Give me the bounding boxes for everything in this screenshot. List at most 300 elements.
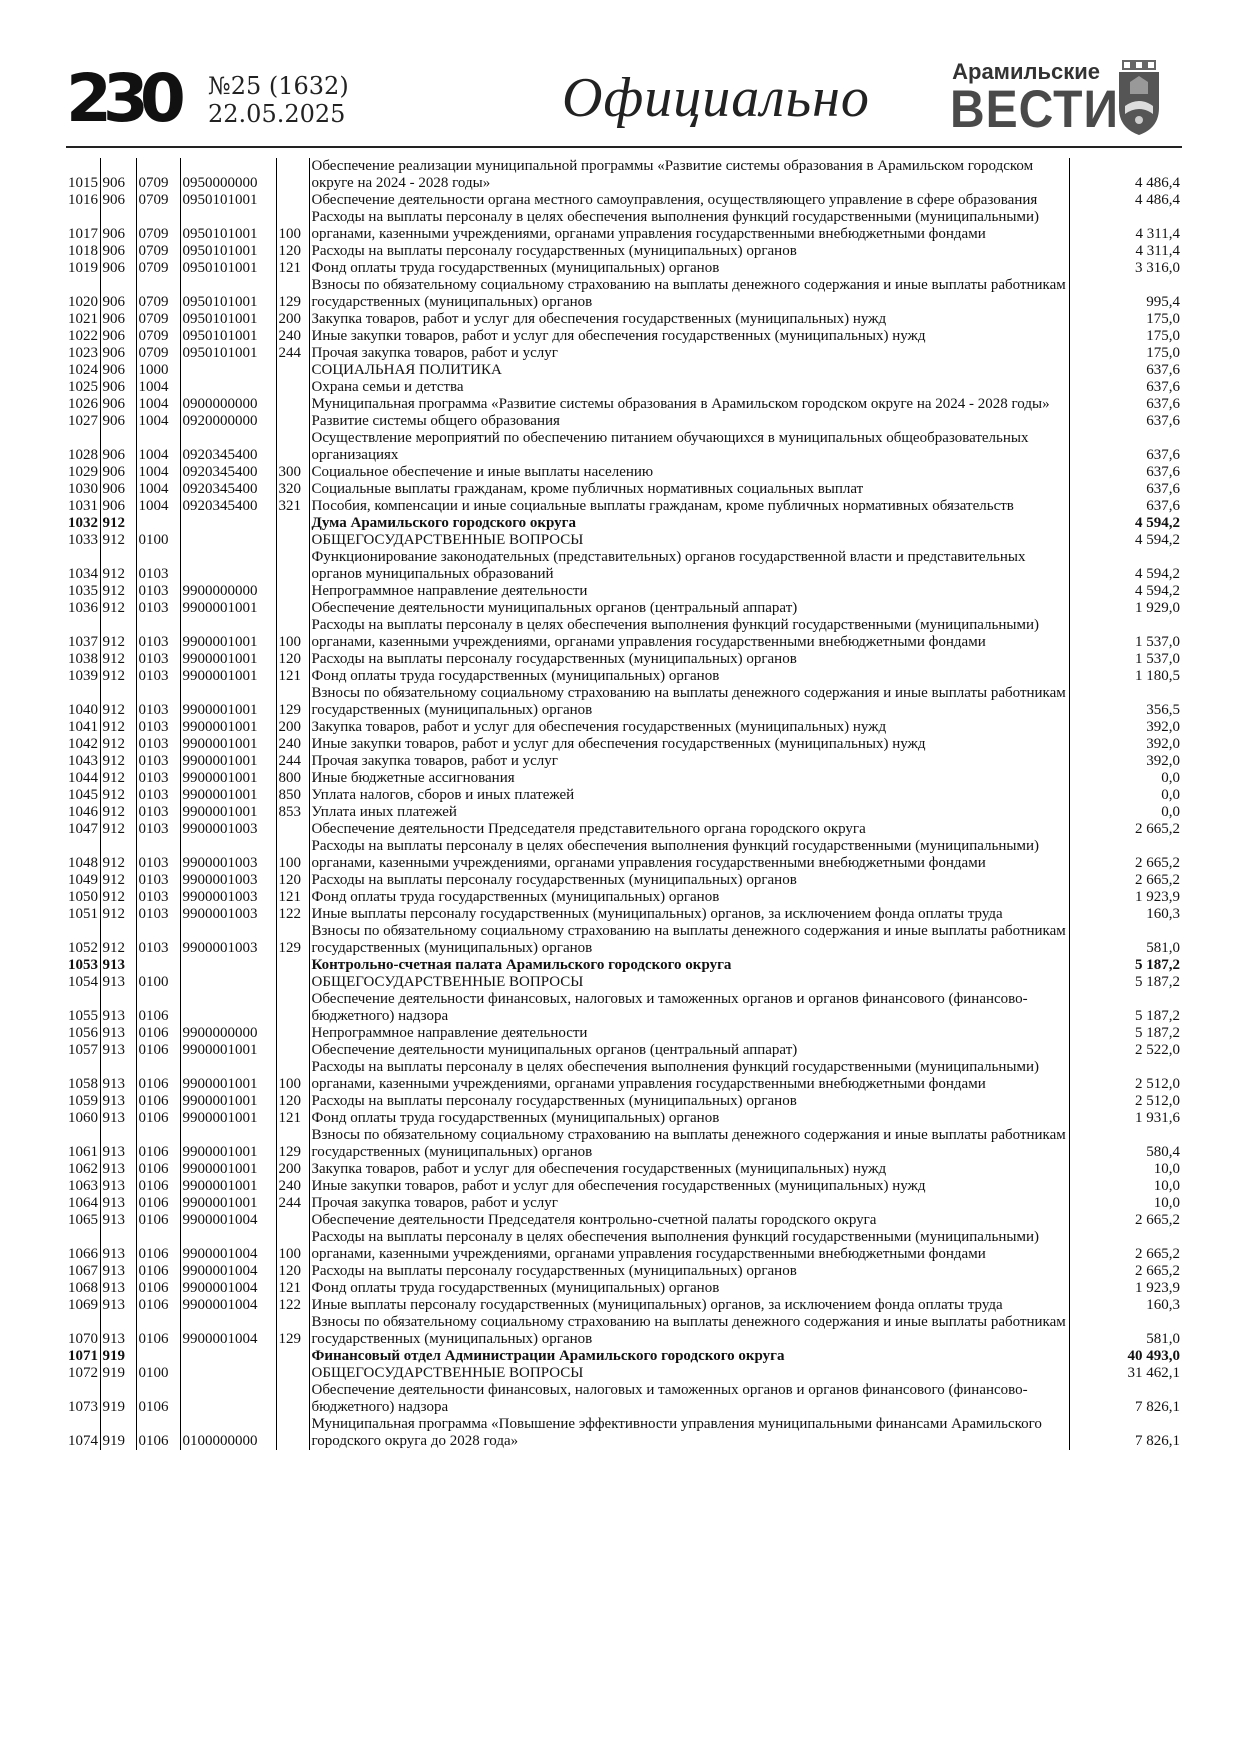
- row-number: 1067: [68, 1263, 98, 1279]
- target-code: 9900001003: [180, 838, 276, 872]
- expense-type-code: [276, 821, 309, 838]
- issue-date: 22.05.2025: [208, 100, 346, 128]
- target-code: 9900001004: [180, 1297, 276, 1314]
- grbs-code: 912: [100, 600, 136, 617]
- item-name: Иные закупки товаров, работ и услуг для обеспечения государственных (муниципальных) нужд: [309, 1178, 1069, 1195]
- target-code: 0950101001: [180, 328, 276, 345]
- grbs-code: 913: [100, 1127, 136, 1161]
- expense-type-code: [276, 396, 309, 413]
- amount: 4 486,4: [1069, 158, 1182, 192]
- row-number: 1025: [68, 379, 98, 395]
- table-row: [66, 974, 1182, 991]
- item-name: Охрана семьи и детства: [309, 379, 1069, 396]
- section-code: 0103: [136, 804, 180, 821]
- row-number: 1017: [68, 226, 98, 242]
- amount: 4 594,2: [1069, 532, 1182, 549]
- table-row: [66, 430, 1182, 464]
- target-code: 9900001004: [180, 1229, 276, 1263]
- target-code: 9900001001: [180, 787, 276, 804]
- expense-type-code: [276, 600, 309, 617]
- expense-type-code: [276, 158, 309, 192]
- item-name: Взносы по обязательному социальному страхованию на выплаты денежного содержания и иные выплаты работникам государственных (муниципальных) органов: [309, 923, 1069, 957]
- expense-type-code: 320: [276, 481, 309, 498]
- target-code: 9900001004: [180, 1212, 276, 1229]
- row-number: 1030: [68, 481, 98, 497]
- grbs-code: 912: [100, 617, 136, 651]
- target-code: 9900001001: [180, 804, 276, 821]
- grbs-code: 913: [100, 1229, 136, 1263]
- grbs-code: 906: [100, 192, 136, 209]
- target-code: 9900001001: [180, 736, 276, 753]
- grbs-code: 919: [100, 1416, 136, 1450]
- target-code: 9900001001: [180, 1178, 276, 1195]
- row-number: 1057: [68, 1042, 98, 1058]
- amount: 637,6: [1069, 481, 1182, 498]
- grbs-code: 919: [100, 1348, 136, 1365]
- grbs-code: 912: [100, 515, 136, 532]
- item-name: Обеспечение деятельности муниципальных органов (центральный аппарат): [309, 600, 1069, 617]
- amount: 1 923,9: [1069, 889, 1182, 906]
- section-code: 1004: [136, 464, 180, 481]
- row-number: 1019: [68, 260, 98, 276]
- target-code: 9900001001: [180, 668, 276, 685]
- amount: 637,6: [1069, 464, 1182, 481]
- table-row: [66, 362, 1182, 379]
- expense-type-code: 129: [276, 277, 309, 311]
- target-code: 9900001001: [180, 1093, 276, 1110]
- row-number: 1054: [68, 974, 98, 990]
- item-name: Обеспечение деятельности Председателя представительного органа городского округа: [309, 821, 1069, 838]
- amount: 392,0: [1069, 719, 1182, 736]
- table-row: [66, 1212, 1182, 1229]
- expense-type-code: [276, 1025, 309, 1042]
- table-row: [66, 192, 1182, 209]
- grbs-code: 912: [100, 889, 136, 906]
- table-row: [66, 549, 1182, 583]
- section-code: 0103: [136, 617, 180, 651]
- target-code: 9900001001: [180, 617, 276, 651]
- row-number: 1026: [68, 396, 98, 412]
- expense-type-code: [276, 515, 309, 532]
- grbs-code: 906: [100, 311, 136, 328]
- table-row: [66, 498, 1182, 515]
- row-number: 1055: [68, 1008, 98, 1024]
- target-code: 9900001004: [180, 1263, 276, 1280]
- expense-type-code: 100: [276, 1229, 309, 1263]
- target-code: 9900001004: [180, 1280, 276, 1297]
- amount: 160,3: [1069, 906, 1182, 923]
- target-code: 9900001001: [180, 1042, 276, 1059]
- section-code: 0709: [136, 345, 180, 362]
- amount: 1 923,9: [1069, 1280, 1182, 1297]
- table-row: [66, 906, 1182, 923]
- grbs-code: 906: [100, 379, 136, 396]
- expense-type-code: [276, 1212, 309, 1229]
- item-name: Расходы на выплаты персоналу государственных (муниципальных) органов: [309, 651, 1069, 668]
- expense-type-code: 120: [276, 872, 309, 889]
- grbs-code: 906: [100, 396, 136, 413]
- amount: 40 493,0: [1069, 1348, 1182, 1365]
- grbs-code: 912: [100, 923, 136, 957]
- item-name: Расходы на выплаты персоналу в целях обеспечения выполнения функций государственными (муниципальными) органами, казенными учреждениями, органами управления государственными внебюджетными фондами: [309, 209, 1069, 243]
- amount: 392,0: [1069, 753, 1182, 770]
- amount: 2 522,0: [1069, 1042, 1182, 1059]
- row-number: 1047: [68, 821, 98, 837]
- expense-type-code: 800: [276, 770, 309, 787]
- item-name: Прочая закупка товаров, работ и услуг: [309, 345, 1069, 362]
- target-code: [180, 549, 276, 583]
- grbs-code: 913: [100, 1297, 136, 1314]
- item-name: Осуществление мероприятий по обеспечению питанием обучающихся в муниципальных общеобразовательных организациях: [309, 430, 1069, 464]
- item-name: Прочая закупка товаров, работ и услуг: [309, 1195, 1069, 1212]
- table-row: [66, 515, 1182, 532]
- section-code: 0106: [136, 1110, 180, 1127]
- row-number: 1016: [68, 192, 98, 208]
- row-number: 1045: [68, 787, 98, 803]
- amount: 392,0: [1069, 736, 1182, 753]
- item-name: Иные бюджетные ассигнования: [309, 770, 1069, 787]
- grbs-code: 912: [100, 736, 136, 753]
- row-number: 1059: [68, 1093, 98, 1109]
- section-code: 0103: [136, 668, 180, 685]
- section-code: [136, 957, 180, 974]
- amount: 1 931,6: [1069, 1110, 1182, 1127]
- expense-type-code: 200: [276, 719, 309, 736]
- grbs-code: 913: [100, 1042, 136, 1059]
- amount: 637,6: [1069, 430, 1182, 464]
- row-number: 1023: [68, 345, 98, 361]
- target-code: 0900000000: [180, 396, 276, 413]
- row-number: 1028: [68, 447, 98, 463]
- target-code: [180, 532, 276, 549]
- section-code: 0106: [136, 1059, 180, 1093]
- table-row: [66, 532, 1182, 549]
- target-code: 9900000000: [180, 583, 276, 600]
- section-code: 0103: [136, 923, 180, 957]
- amount: 0,0: [1069, 770, 1182, 787]
- amount: 1 180,5: [1069, 668, 1182, 685]
- expense-type-code: 122: [276, 906, 309, 923]
- row-number: 1034: [68, 566, 98, 582]
- amount: 175,0: [1069, 311, 1182, 328]
- table-row: [66, 583, 1182, 600]
- target-code: 9900001001: [180, 770, 276, 787]
- expense-type-code: 121: [276, 889, 309, 906]
- grbs-code: 919: [100, 1365, 136, 1382]
- item-name: Закупка товаров, работ и услуг для обеспечения государственных (муниципальных) нужд: [309, 311, 1069, 328]
- section-code: 0103: [136, 685, 180, 719]
- row-number: 1043: [68, 753, 98, 769]
- amount: 4 311,4: [1069, 243, 1182, 260]
- grbs-code: 912: [100, 549, 136, 583]
- item-name: Финансовый отдел Администрации Арамильского городского округа: [309, 1348, 1069, 1365]
- target-code: [180, 1365, 276, 1382]
- table-row: [66, 753, 1182, 770]
- table-row: [66, 1416, 1182, 1450]
- section-code: 0103: [136, 838, 180, 872]
- amount: 995,4: [1069, 277, 1182, 311]
- logo-main-text: ВЕСТИ: [950, 80, 1119, 139]
- amount: 581,0: [1069, 1314, 1182, 1348]
- grbs-code: 913: [100, 1093, 136, 1110]
- section-code: 0103: [136, 549, 180, 583]
- expense-type-code: 122: [276, 1297, 309, 1314]
- grbs-code: 906: [100, 328, 136, 345]
- section-code: 0103: [136, 600, 180, 617]
- amount: 2 512,0: [1069, 1093, 1182, 1110]
- grbs-code: 912: [100, 804, 136, 821]
- target-code: 9900001001: [180, 1195, 276, 1212]
- row-number: 1056: [68, 1025, 98, 1041]
- row-number: 1070: [68, 1331, 98, 1347]
- item-name: Иные выплаты персоналу государственных (муниципальных) органов, за исключением фонда оплаты труда: [309, 1297, 1069, 1314]
- section-title: Официально: [562, 67, 870, 129]
- section-code: 0103: [136, 787, 180, 804]
- issue-info: [208, 72, 349, 128]
- amount: 580,4: [1069, 1127, 1182, 1161]
- section-code: 0103: [136, 719, 180, 736]
- target-code: 9900001001: [180, 600, 276, 617]
- expense-type-code: 121: [276, 1110, 309, 1127]
- target-code: 0920345400: [180, 430, 276, 464]
- section-code: 0709: [136, 192, 180, 209]
- target-code: 9900001001: [180, 719, 276, 736]
- amount: 3 316,0: [1069, 260, 1182, 277]
- section-code: 1004: [136, 430, 180, 464]
- item-name: Уплата иных платежей: [309, 804, 1069, 821]
- target-code: 0920345400: [180, 498, 276, 515]
- item-name: Обеспечение деятельности муниципальных органов (центральный аппарат): [309, 1042, 1069, 1059]
- table-row: [66, 481, 1182, 498]
- amount: 637,6: [1069, 362, 1182, 379]
- item-name: Обеспечение деятельности финансовых, налоговых и таможенных органов и органов финансового (финансово-бюджетного) надзора: [309, 1382, 1069, 1416]
- grbs-code: 906: [100, 345, 136, 362]
- table-row: [66, 158, 1182, 192]
- section-code: 0103: [136, 906, 180, 923]
- table-row: [66, 1127, 1182, 1161]
- grbs-code: 912: [100, 719, 136, 736]
- grbs-code: 913: [100, 1263, 136, 1280]
- expense-type-code: 120: [276, 243, 309, 260]
- expense-type-code: 853: [276, 804, 309, 821]
- expense-type-code: 120: [276, 1263, 309, 1280]
- table-row: [66, 1297, 1182, 1314]
- amount: 1 537,0: [1069, 651, 1182, 668]
- grbs-code: 906: [100, 430, 136, 464]
- grbs-code: 913: [100, 1025, 136, 1042]
- grbs-code: 913: [100, 974, 136, 991]
- item-name: Обеспечение деятельности Председателя контрольно-счетной палаты городского округа: [309, 1212, 1069, 1229]
- row-number: 1050: [68, 889, 98, 905]
- row-number: 1032: [68, 515, 98, 531]
- expense-type-code: [276, 1416, 309, 1450]
- section-code: 0106: [136, 1382, 180, 1416]
- row-number: 1074: [68, 1433, 98, 1449]
- amount: 160,3: [1069, 1297, 1182, 1314]
- target-code: 0920345400: [180, 464, 276, 481]
- expense-type-code: [276, 583, 309, 600]
- table-row: [66, 260, 1182, 277]
- amount: 356,5: [1069, 685, 1182, 719]
- target-code: 9900001004: [180, 1314, 276, 1348]
- item-name: Закупка товаров, работ и услуг для обеспечения государственных (муниципальных) нужд: [309, 1161, 1069, 1178]
- table-row: [66, 311, 1182, 328]
- expense-type-code: 244: [276, 753, 309, 770]
- item-name: Расходы на выплаты персоналу государственных (муниципальных) органов: [309, 243, 1069, 260]
- table-row: [66, 345, 1182, 362]
- row-number: 1041: [68, 719, 98, 735]
- row-number: 1042: [68, 736, 98, 752]
- expense-type-code: 300: [276, 464, 309, 481]
- table-row: [66, 957, 1182, 974]
- target-code: 9900001001: [180, 753, 276, 770]
- row-number: 1063: [68, 1178, 98, 1194]
- table-row: [66, 668, 1182, 685]
- expense-type-code: [276, 532, 309, 549]
- expense-type-code: 200: [276, 311, 309, 328]
- item-name: ОБЩЕГОСУДАРСТВЕННЫЕ ВОПРОСЫ: [309, 974, 1069, 991]
- table-row: [66, 1025, 1182, 1042]
- item-name: Фонд оплаты труда государственных (муниципальных) органов: [309, 1280, 1069, 1297]
- section-code: 1004: [136, 379, 180, 396]
- expense-type-code: 850: [276, 787, 309, 804]
- item-name: Обеспечение реализации муниципальной программы «Развитие системы образования в Арамильском городском округе на 2024 - 2028 годы»: [309, 158, 1069, 192]
- table-row: [66, 685, 1182, 719]
- item-name: Иные закупки товаров, работ и услуг для обеспечения государственных (муниципальных) нужд: [309, 736, 1069, 753]
- grbs-code: 913: [100, 1212, 136, 1229]
- target-code: 9900001001: [180, 1110, 276, 1127]
- expense-type-code: 129: [276, 1314, 309, 1348]
- target-code: [180, 379, 276, 396]
- target-code: 0950101001: [180, 260, 276, 277]
- expense-type-code: [276, 1348, 309, 1365]
- table-row: [66, 1382, 1182, 1416]
- table-row: [66, 617, 1182, 651]
- table-row: [66, 1110, 1182, 1127]
- target-code: 0920000000: [180, 413, 276, 430]
- item-name: Уплата налогов, сборов и иных платежей: [309, 787, 1069, 804]
- section-code: 1004: [136, 498, 180, 515]
- target-code: 9900001001: [180, 1127, 276, 1161]
- item-name: Закупка товаров, работ и услуг для обеспечения государственных (муниципальных) нужд: [309, 719, 1069, 736]
- amount: 5 187,2: [1069, 991, 1182, 1025]
- expense-type-code: 100: [276, 838, 309, 872]
- section-code: 0106: [136, 1195, 180, 1212]
- expense-type-code: 121: [276, 1280, 309, 1297]
- row-number: 1048: [68, 855, 98, 871]
- section-code: 0103: [136, 821, 180, 838]
- table-row: [66, 1059, 1182, 1093]
- grbs-code: 919: [100, 1382, 136, 1416]
- expense-type-code: 100: [276, 209, 309, 243]
- grbs-code: 912: [100, 532, 136, 549]
- row-number: 1053: [68, 957, 98, 973]
- section-code: 0106: [136, 1297, 180, 1314]
- expense-type-code: 120: [276, 651, 309, 668]
- target-code: 0100000000: [180, 1416, 276, 1450]
- amount: 7 826,1: [1069, 1382, 1182, 1416]
- table-row: [66, 379, 1182, 396]
- section-code: 0106: [136, 1314, 180, 1348]
- table-row: [66, 1195, 1182, 1212]
- item-name: ОБЩЕГОСУДАРСТВЕННЫЕ ВОПРОСЫ: [309, 532, 1069, 549]
- target-code: [180, 515, 276, 532]
- row-number: 1039: [68, 668, 98, 684]
- expense-type-code: 321: [276, 498, 309, 515]
- grbs-code: 913: [100, 1178, 136, 1195]
- item-name: Расходы на выплаты персоналу в целях обеспечения выполнения функций государственными (муниципальными) органами, казенными учреждениями, органами управления государственными внебюджетными фондами: [309, 1229, 1069, 1263]
- amount: 175,0: [1069, 345, 1182, 362]
- page-number: 230: [66, 60, 177, 137]
- amount: 637,6: [1069, 498, 1182, 515]
- amount: 7 826,1: [1069, 1416, 1182, 1450]
- table-row: [66, 923, 1182, 957]
- grbs-code: 912: [100, 685, 136, 719]
- row-number: 1035: [68, 583, 98, 599]
- amount: 2 665,2: [1069, 1229, 1182, 1263]
- item-name: Расходы на выплаты персоналу в целях обеспечения выполнения функций государственными (муниципальными) органами, казенными учреждениями, органами управления государственными внебюджетными фондами: [309, 617, 1069, 651]
- section-code: 0106: [136, 1178, 180, 1195]
- item-name: Расходы на выплаты персоналу государственных (муниципальных) органов: [309, 1263, 1069, 1280]
- table-row: [66, 991, 1182, 1025]
- amount: 10,0: [1069, 1195, 1182, 1212]
- expense-type-code: 129: [276, 685, 309, 719]
- coat-of-arms-icon: [1116, 60, 1162, 136]
- section-code: 0106: [136, 1229, 180, 1263]
- section-code: [136, 1348, 180, 1365]
- grbs-code: 913: [100, 1280, 136, 1297]
- grbs-code: 913: [100, 1314, 136, 1348]
- expense-type-code: [276, 1382, 309, 1416]
- target-code: 0950000000: [180, 158, 276, 192]
- expense-type-code: 240: [276, 736, 309, 753]
- expense-type-code: 244: [276, 1195, 309, 1212]
- row-number: 1027: [68, 413, 98, 429]
- grbs-code: 912: [100, 753, 136, 770]
- item-name: Фонд оплаты труда государственных (муниципальных) органов: [309, 1110, 1069, 1127]
- table-row: [66, 651, 1182, 668]
- section-code: 0103: [136, 872, 180, 889]
- expense-type-code: 240: [276, 328, 309, 345]
- section-code: 0709: [136, 328, 180, 345]
- expense-type-code: 121: [276, 668, 309, 685]
- expense-type-code: [276, 362, 309, 379]
- grbs-code: 906: [100, 362, 136, 379]
- grbs-code: 913: [100, 1059, 136, 1093]
- section-code: 0106: [136, 991, 180, 1025]
- header-rule: [66, 146, 1182, 148]
- table-row: [66, 1280, 1182, 1297]
- item-name: Расходы на выплаты персоналу в целях обеспечения выполнения функций государственными (муниципальными) органами, казенными учреждениями, органами управления государственными внебюджетными фондами: [309, 838, 1069, 872]
- grbs-code: 913: [100, 957, 136, 974]
- table-row: [66, 396, 1182, 413]
- amount: 2 665,2: [1069, 1263, 1182, 1280]
- section-code: 1004: [136, 396, 180, 413]
- section-code: 0103: [136, 736, 180, 753]
- page-header: [66, 60, 1182, 146]
- section-code: 0103: [136, 770, 180, 787]
- row-number: 1065: [68, 1212, 98, 1228]
- section-code: 0709: [136, 158, 180, 192]
- item-name: Иные выплаты персоналу государственных (муниципальных) органов, за исключением фонда оплаты труда: [309, 906, 1069, 923]
- section-code: 0103: [136, 889, 180, 906]
- target-code: [180, 1382, 276, 1416]
- item-name: Функционирование законодательных (представительных) органов государственной власти и представительных органов муниципальных образований: [309, 549, 1069, 583]
- row-number: 1018: [68, 243, 98, 259]
- target-code: 9900001001: [180, 685, 276, 719]
- section-code: 0106: [136, 1093, 180, 1110]
- table-row: [66, 413, 1182, 430]
